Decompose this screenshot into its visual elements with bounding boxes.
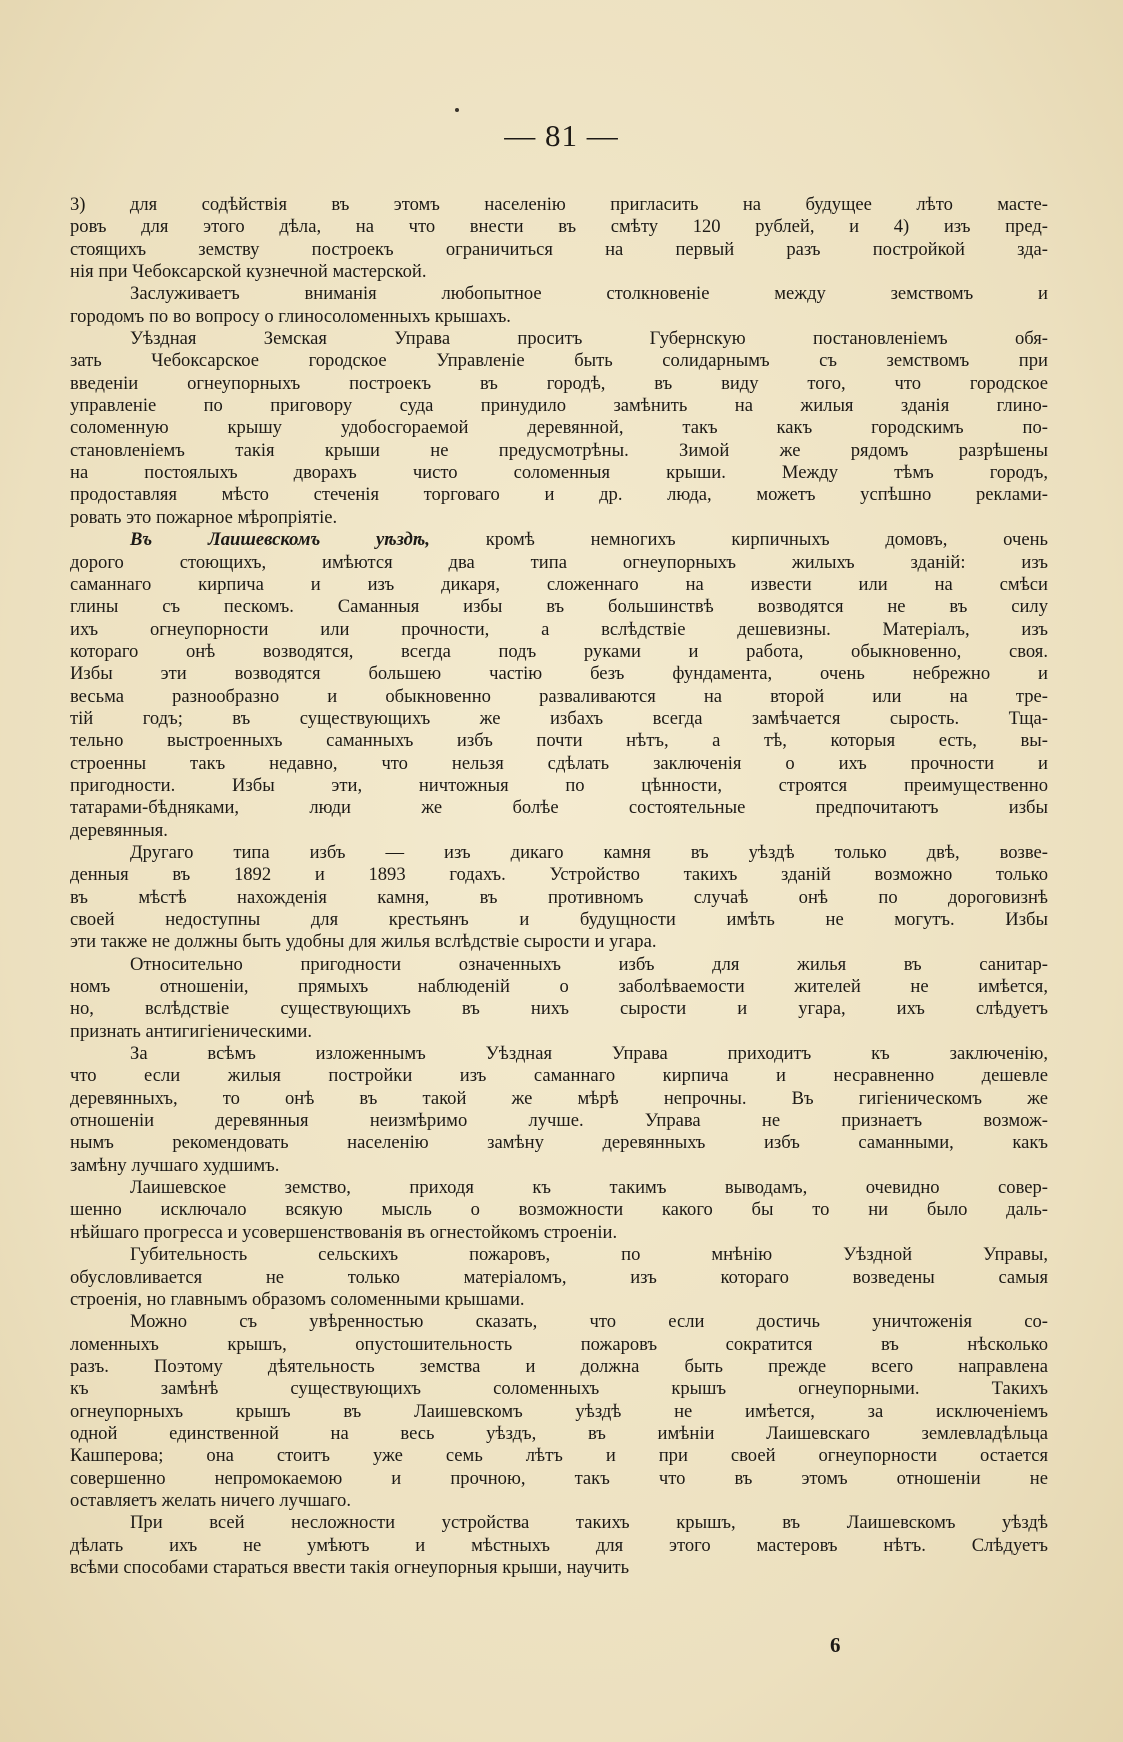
text-line-content: нія при Чебоксарской кузнечной мастерской. [70,261,427,283]
text-line [70,1021,1048,1043]
text-line [70,641,1048,663]
text-line [70,350,1048,372]
text-line [70,552,1048,574]
text-line [70,1244,1048,1266]
text-line-content: При всей несложности устройства такихъ крышъ, въ Лаишевскомъ уѣздѣ [130,1512,1048,1534]
text-line-content: Избы эти возводятся большею частію безъ фундамента, очень небрежно и [70,663,1048,685]
text-line [70,1445,1048,1467]
text-line [70,194,1048,216]
text-line-content: соломенную крышу удобосгораемой деревянной, такъ какъ городскимъ по- [70,417,1048,439]
text-line-content: нымъ рекомендовать населенію замѣну деревянныхъ избъ саманными, какъ [70,1132,1048,1154]
text-line-content: продоставляя мѣсто стеченія торговаго и др. люда, можетъ успѣшно реклами- [70,484,1048,506]
text-line-content: своей недоступны для крестьянъ и будущности имѣть не могутъ. Избы [70,909,1048,930]
text-line [70,1132,1048,1154]
text-line [70,484,1048,506]
text-line-content: Губительность сельскихъ пожаровъ, по мнѣнію Уѣздной Управы, [130,1244,1048,1266]
text-line [70,283,1048,305]
text-line-content: совершенно непромокаемою и прочною, такъ что въ этомъ отношеніи не [70,1467,1048,1489]
text-line-content: оставляетъ желать ничего лучшаго. [70,1489,352,1511]
text-line [70,619,1048,641]
text-line [70,1065,1048,1087]
text-line [70,596,1048,618]
text-line [70,1512,1048,1534]
text-line [70,1155,1048,1177]
text-line-content: зать Чебоксарское городское Управленіе быть солидарнымъ съ земствомъ при [70,350,1048,372]
text-line [70,1557,1048,1579]
text-line [70,1401,1048,1423]
text-line-content: кромѣ немногихъ кирпичныхъ домовъ, очень [429,529,1048,551]
text-line-content: въ мѣстѣ нахожденія камня, въ противномъ случаѣ онѣ по дороговизнѣ [70,886,1048,908]
text-line [70,328,1048,350]
text-line [70,1423,1048,1445]
text-line [70,663,1048,685]
text-line-content: замѣну лучшаго худшимъ. [70,1154,280,1176]
text-line-content: За всѣмъ изложеннымъ Уѣздная Управа приходитъ къ заключенію, [130,1043,1048,1065]
text-line-content: введеніи огнеупорныхъ построекъ въ городѣ, въ виду того, что городское [70,372,1048,394]
text-line [70,686,1048,708]
text-line-content: котораго онѣ возводятся, всегда подъ руками и работа, обыкновенно, своя. [70,640,1048,662]
text-line [70,1267,1048,1289]
text-line [70,507,1048,529]
text-line [70,373,1048,395]
text-line-content: тій годъ; въ существующихъ же избахъ всегда замѣчается сырость. Тща- [70,707,1048,729]
text-line-content: всѣми способами стараться ввести такія огнеупорныя крыши, научить [70,1556,630,1578]
text-line-content: деревянныхъ, то онѣ въ такой же мѣрѣ непрочны. Въ гигіеническомъ же [70,1087,1048,1109]
text-line-content: Другаго типа избъ — изъ дикаго камня въ уѣздѣ только двѣ, возве- [130,841,1048,863]
text-line-content: признать антигигіеническими. [70,1020,312,1042]
text-line [70,1289,1048,1311]
text-line-content: Лаишевское земство, приходя къ такимъ выводамъ, очевидно совер- [130,1177,1048,1199]
text-line-content: тельно выстроенныхъ саманныхъ избъ почти нѣтъ, а тѣ, которыя есть, вы- [70,730,1048,752]
text-line [70,1177,1048,1199]
text-line-content: Заслуживаетъ вниманія любопытное столкновеніе между земствомъ и [130,283,1048,305]
text-line [70,954,1048,976]
text-line [70,574,1048,596]
text-line-content: 3) для содѣйствія въ этомъ населенію пригласить на будущее лѣто масте- [70,194,1048,215]
text-line-content: ломенныхъ крышъ, опустошительность пожаровъ сократится въ нѣсколько [70,1333,1048,1355]
text-line-content: одной единственной на весь уѣздъ, въ имѣніи Лаишевскаго землевладѣльца [70,1422,1048,1444]
text-line [70,1110,1048,1132]
text-line-content: обусловливается не только матеріаломъ, изъ котораго возведены самыя [70,1266,1048,1288]
text-line-content: огнеупорныхъ крышъ въ Лаишевскомъ уѣздѣ не имѣется, за исключеніемъ [70,1400,1048,1422]
text-line [70,797,1048,819]
text-line-content: строенія, но главнымъ образомъ соломенными крышами. [70,1288,525,1310]
text-line-content: шенно исключало всякую мысль о возможности какого бы то ни было даль- [70,1199,1048,1221]
text-line [70,1088,1048,1110]
text-line [70,306,1048,328]
print-speck [455,108,459,112]
text-line [70,753,1048,775]
text-line [70,1311,1048,1333]
text-line [70,842,1048,864]
text-line [70,440,1048,462]
text-line-content: но, вслѣдствіе существующихъ въ нихъ сырости и угара, ихъ слѣдуетъ [70,998,1048,1020]
text-line [70,261,1048,283]
page-number: — 81 — [504,118,619,153]
text-line-content: къ замѣнѣ существующихъ соломенныхъ крышъ огнеупорными. Такихъ [70,1378,1048,1400]
text-line [70,1356,1048,1378]
text-line-content: ровъ для этого дѣла, на что внести въ смѣту 120 рублей, и 4) изъ пред- [70,216,1048,238]
text-line-content: дорого стоющихъ, имѣются два типа огнеупорныхъ жилыхъ зданій: изъ [70,551,1048,573]
text-line [70,462,1048,484]
text-line [70,417,1048,439]
text-line [70,529,1048,551]
text-line-content: глины съ пескомъ. Саманныя избы въ большинствѣ возводятся не въ силу [70,596,1048,618]
text-line [70,239,1048,261]
text-line [70,931,1048,953]
text-line-content: управленіе по приговору суда принудило замѣнить на жилыя зданія глино- [70,395,1048,417]
text-line [70,887,1048,909]
text-line [70,216,1048,238]
text-line [70,1043,1048,1065]
text-line-content: стоящихъ земству построекъ ограничиться на первый разъ постройкой зда- [70,238,1048,260]
text-line-content: Относительно пригодности означенныхъ избъ для жилья въ санитар- [130,953,1048,975]
sheet-signature: 6 [830,1633,841,1657]
text-line-content: эти также не должны быть удобны для жилья вслѣдствіе сырости и угара. [70,931,657,953]
text-line [70,976,1048,998]
text-line [70,864,1048,886]
text-line-content: деревянныя. [70,819,168,841]
text-line [70,820,1048,842]
text-line-content: номъ отношеніи, прямыхъ наблюденій о заболѣваемости жителей не имѣется, [70,976,1048,998]
body-text [70,194,1048,1579]
text-line [70,1378,1048,1400]
text-line-content: отношеніи деревянныя неизмѣримо лучше. Управа не признаетъ возмож- [70,1110,1048,1132]
text-line-content: татарами-бѣдняками, люди же болѣе состоятельные предпочитаютъ избы [70,797,1048,819]
text-line-content: Уѣздная Земская Управа проситъ Губернскую постановленіемъ обя- [130,328,1048,350]
text-line [70,1535,1048,1557]
text-line [70,1468,1048,1490]
text-line [70,1222,1048,1244]
text-line-content: нѣйшаго прогресса и усовершенствованія въ огнестойкомъ строеніи. [70,1221,618,1243]
text-line-content: становленіемъ такія крыши не предусмотрѣны. Зимой же рядомъ разрѣшены [70,439,1048,461]
text-line [70,730,1048,752]
text-line-content: ихъ огнеупорности или прочности, а вслѣдствіе дешевизны. Матеріалъ, изъ [70,618,1048,640]
text-line-content: разъ. Поэтому дѣятельность земства и должна быть прежде всего направлена [70,1355,1048,1377]
text-line [70,1334,1048,1356]
text-line [70,1490,1048,1512]
text-line [70,708,1048,730]
text-line [70,909,1048,931]
text-line-content: весьма разнообразно и обыкновенно разваливаются на второй или на тре- [70,685,1048,707]
text-line-content: Кашперова; она стоитъ уже семь лѣтъ и при своей огнеупорности остается [70,1445,1048,1467]
text-line-content: Можно съ увѣренностью сказать, что если достичь уничтоженія со- [130,1311,1048,1333]
text-line-content: саманнаго кирпича и изъ дикаря, сложеннаго на извести или на смѣси [70,573,1048,595]
text-line-content: денныя въ 1892 и 1893 годахъ. Устройство такихъ зданій возможно только [70,864,1048,886]
text-line [70,998,1048,1020]
district-heading: Въ Лаишевскомъ уѣздѣ, [130,529,430,551]
text-line-content: ровать это пожарное мѣропріятіе. [70,506,338,528]
text-line [70,395,1048,417]
text-line [70,775,1048,797]
text-line [70,1199,1048,1221]
text-line-content: городомъ по во вопросу о глиносоломенныхъ крышахъ. [70,305,511,327]
text-line-content: пригодности. Избы эти, ничтожныя по цѣнности, строятся преимущественно [70,774,1048,796]
text-line-content: что если жилыя постройки изъ саманнаго кирпича и несравненно дешевле [70,1065,1048,1087]
text-line-content: строенны такъ недавно, что нельзя сдѣлать заключенія о ихъ прочности и [70,752,1048,774]
text-line-content: на постоялыхъ дворахъ чисто соломенныя крыши. Между тѣмъ городъ, [70,462,1048,484]
text-line-content: дѣлать ихъ не умѣютъ и мѣстныхъ для этого мастеровъ нѣтъ. Слѣдуетъ [70,1534,1048,1556]
